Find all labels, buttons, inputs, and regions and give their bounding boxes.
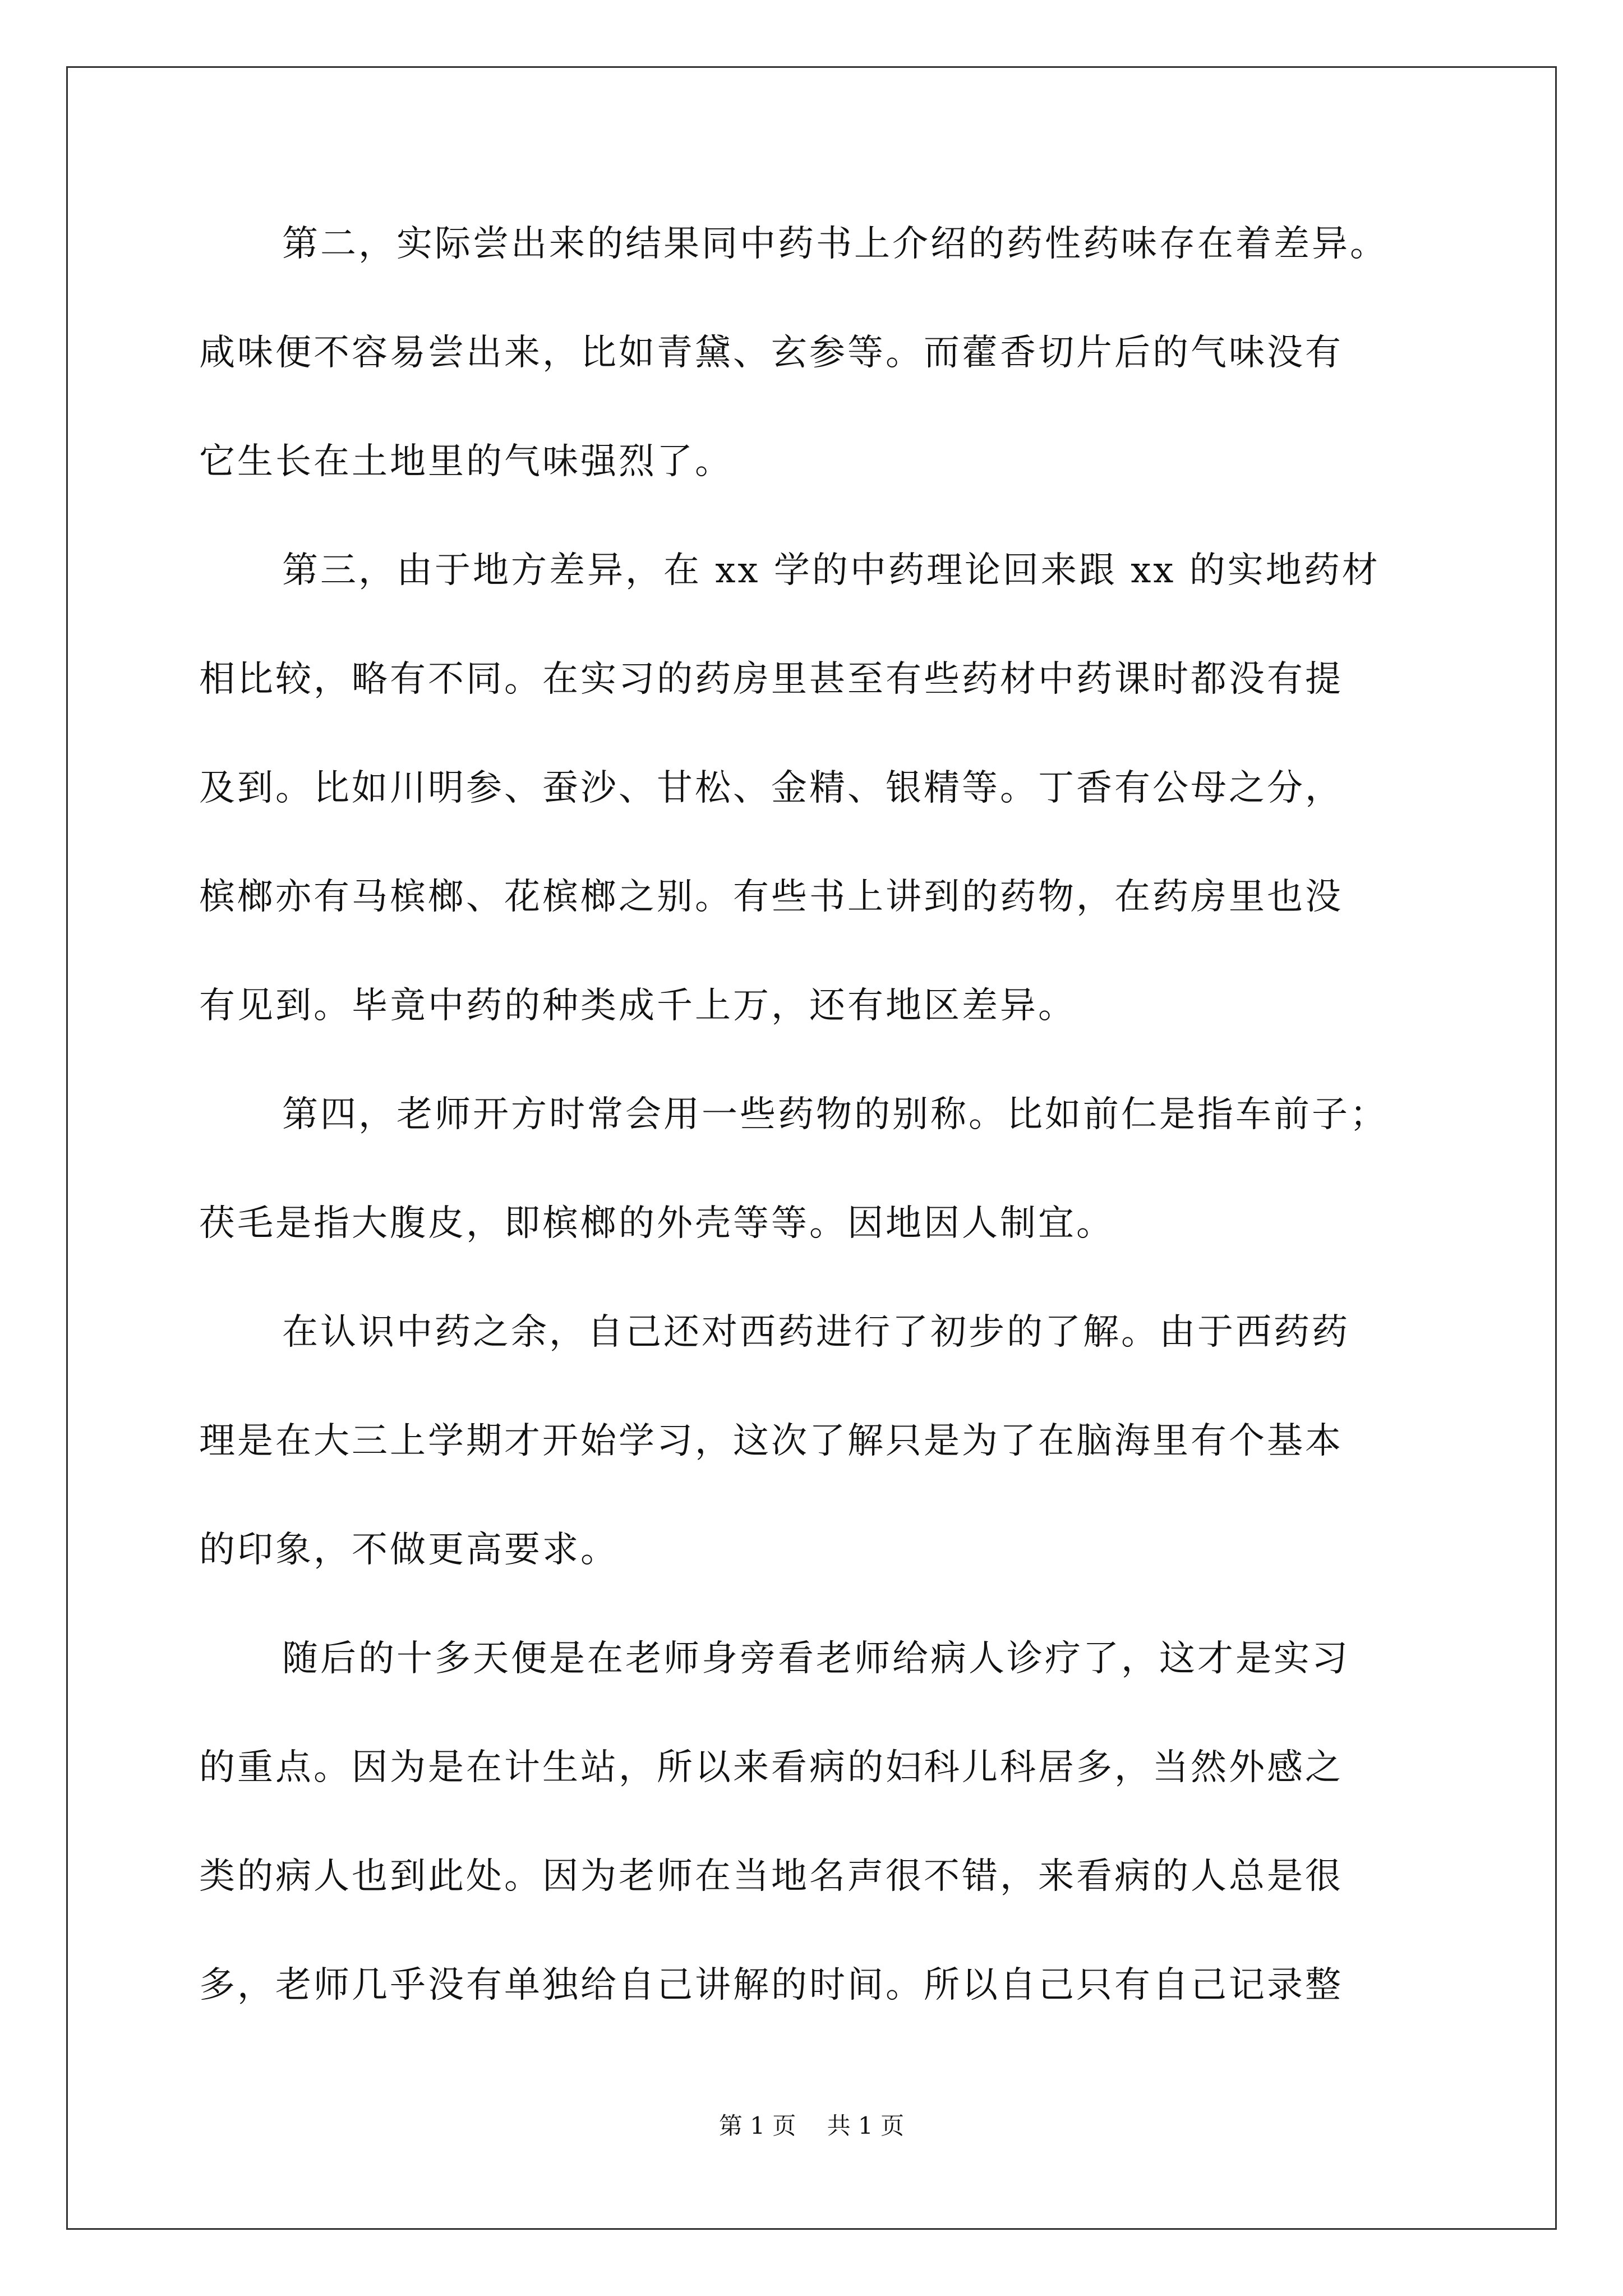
text-line: 它生长在土地里的气味强烈了。 (199, 441, 733, 482)
text-line: 多，老师几乎没有单独给自己讲解的时间。所以自己只有自己记录整 (199, 1964, 1343, 2006)
text-line: 第三，由于地方差异，在 xx 学的中药理论回来跟 xx 的实地药材 (282, 550, 1380, 591)
text-line: 理是在大三上学期才开始学习，这次了解只是为了在脑海里有个基本 (199, 1420, 1343, 1462)
text-line: 茯毛是指大腹皮，即槟榔的外壳等等。因地因人制宜。 (199, 1203, 1114, 1244)
text-line: 及到。比如川明参、蚕沙、甘松、金精、银精等。丁香有公母之分， (199, 767, 1343, 809)
text-line: 相比较，略有不同。在实习的药房里甚至有些药材中药课时都没有提 (199, 659, 1343, 700)
text-line: 第二，实际尝出来的结果同中药书上介绍的药性药味存在着差异。 (282, 223, 1388, 265)
text-line: 有见到。毕竟中药的种类成千上万，还有地区差异。 (199, 985, 1076, 1027)
text-line: 随后的十多天便是在老师身旁看老师给病人诊疗了，这才是实习 (282, 1638, 1350, 1680)
text-line: 槟榔亦有马槟榔、花槟榔之别。有些书上讲到的药物，在药房里也没 (199, 876, 1343, 918)
text-line: 类的病人也到此处。因为老师在当地名声很不错，来看病的人总是很 (199, 1856, 1343, 1897)
text-line: 咸味便不容易尝出来，比如青黛、玄参等。而藿香切片后的气味没有 (199, 332, 1343, 374)
text-line: 的重点。因为是在计生站，所以来看病的妇科儿科居多，当然外感之 (199, 1747, 1343, 1788)
text-line: 的印象，不做更高要求。 (199, 1529, 619, 1571)
text-line: 第四，老师开方时常会用一些药物的别称。比如前仁是指车前子； (282, 1094, 1388, 1135)
text-line: 在认识中药之余，自己还对西药进行了初步的了解。由于西药药 (282, 1312, 1350, 1353)
document-body (199, 216, 1433, 2066)
page-footer: 第 1 页 共 1 页 (718, 2112, 905, 2139)
